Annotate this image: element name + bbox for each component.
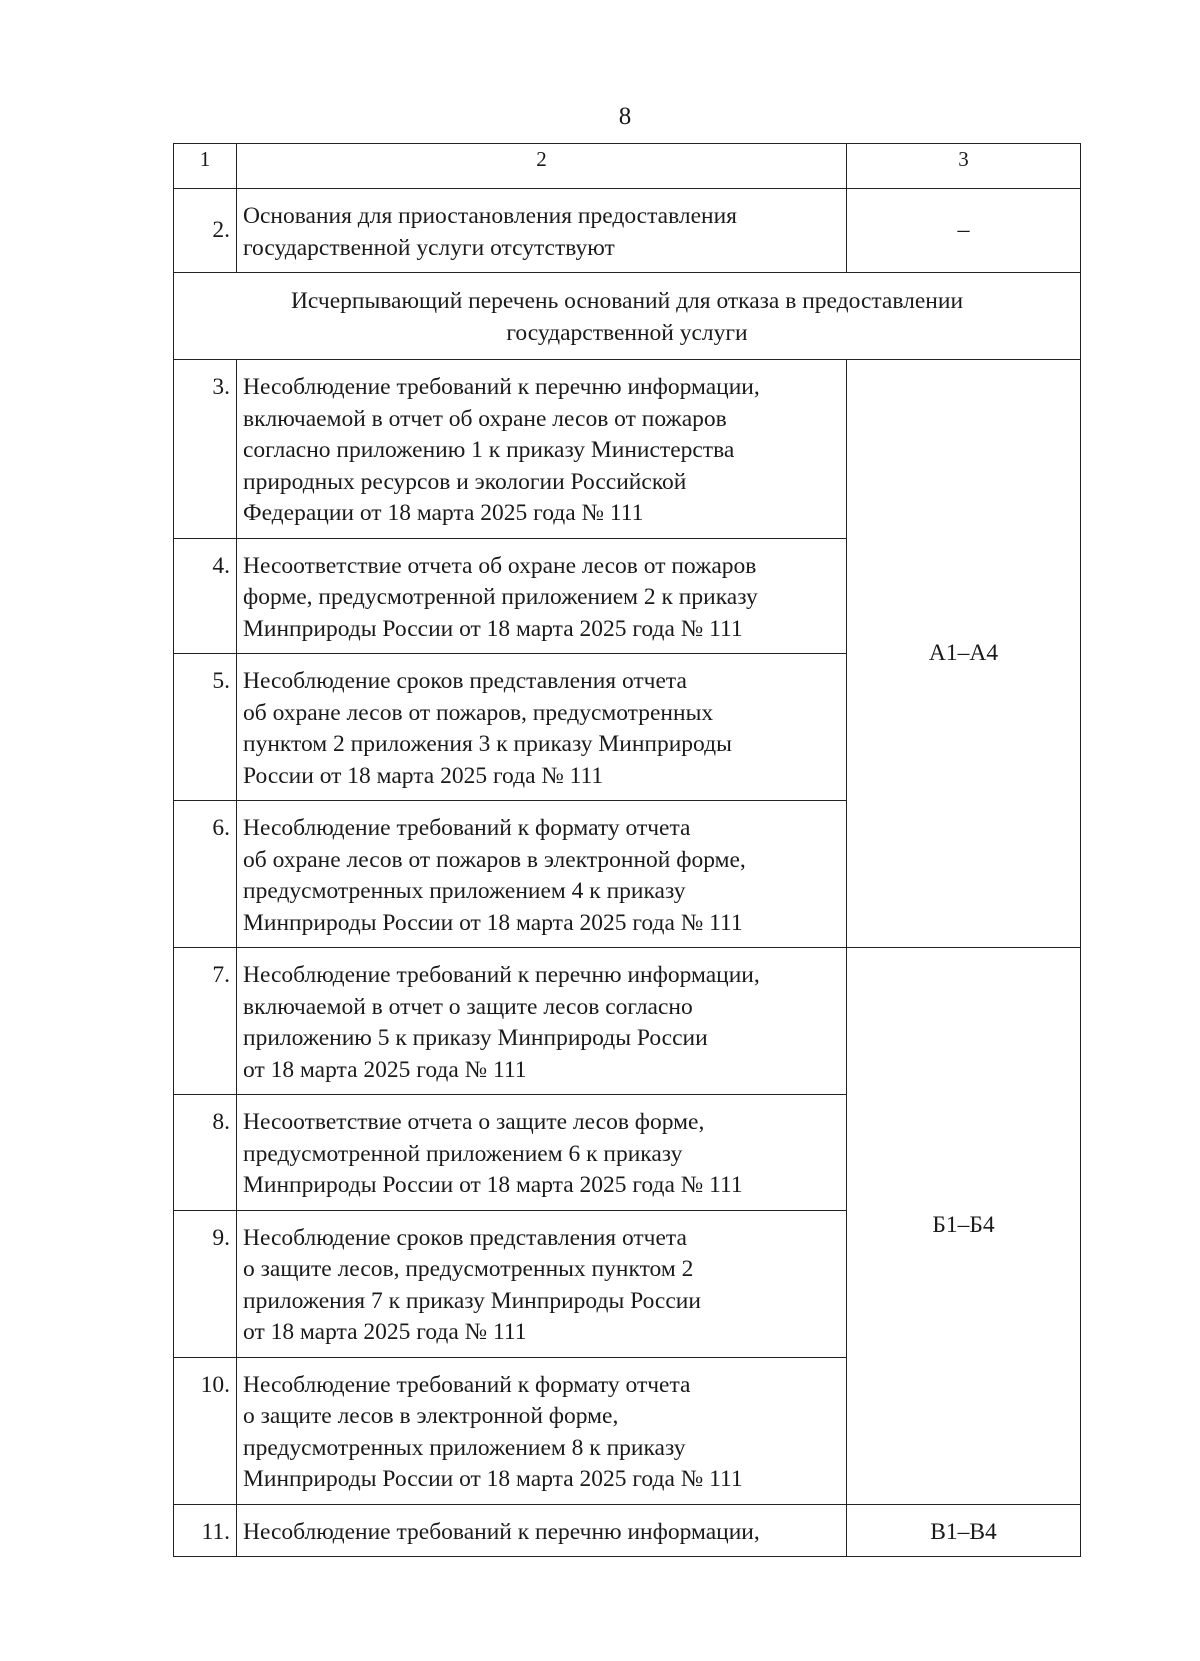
row-text-line: Минприроды России от 18 марта 2025 года № 111 xyxy=(243,909,743,936)
row-number: 4. xyxy=(174,538,237,654)
column-header-3: 3 xyxy=(847,144,1081,189)
row-number: 6. xyxy=(174,801,237,948)
row-text-line: о защите лесов, предусмотренных пунктом 2 xyxy=(243,1256,694,1282)
row-number: 7. xyxy=(174,948,237,1095)
section-heading-row xyxy=(174,273,1081,360)
row-text-line: Несоблюдение требований к перечню информации, xyxy=(243,374,760,400)
section-heading-line: государственной услуги xyxy=(506,319,748,346)
row-text xyxy=(237,801,847,948)
row-text-line: Основания для приостановления предоставления xyxy=(243,203,737,229)
row-number: 10. xyxy=(174,1357,237,1504)
row-text-line: Минприроды России от 18 марта 2025 года № 111 xyxy=(243,1466,743,1492)
row-text-line: включаемой в отчет об охране лесов от пожаров xyxy=(243,405,727,432)
row-number: 2. xyxy=(174,189,237,273)
row-number: 3. xyxy=(174,360,237,539)
row-text-line: от 18 марта 2025 года № 111 xyxy=(243,1319,527,1345)
row-number: 5. xyxy=(174,654,237,801)
row-text-line: Несоблюдение требований к формату отчета xyxy=(243,1371,691,1398)
row-text-line: предусмотренных приложением 4 к приказу xyxy=(243,878,686,904)
grounds-table xyxy=(173,143,1081,1557)
table-row xyxy=(174,189,1081,273)
row-text-line: Несоблюдение сроков представления отчета xyxy=(243,1224,687,1251)
table-header-row xyxy=(174,144,1081,189)
row-text-line: государственной услуги отсутствуют xyxy=(243,234,615,261)
row-text-line: Минприроды России от 18 марта 2025 года № 111 xyxy=(243,1172,743,1198)
row-text-line: согласно приложению 1 к приказу Министерства xyxy=(243,437,735,463)
group-code-a: А1–А4 xyxy=(847,360,1081,948)
row-text-line: от 18 марта 2025 года № 111 xyxy=(243,1056,527,1083)
row-text-line: Несоблюдение требований к перечню информации, xyxy=(243,1518,760,1545)
table-row xyxy=(174,948,1081,1095)
row-text xyxy=(237,360,847,539)
row-text xyxy=(237,1357,847,1504)
group-code-c: В1–В4 xyxy=(847,1504,1081,1557)
column-header-2: 2 xyxy=(237,144,847,189)
table-row xyxy=(174,1504,1081,1557)
row-text-line: об охране лесов от пожаров, предусмотренных xyxy=(243,699,714,726)
column-header-1: 1 xyxy=(174,144,237,189)
page-number: 8 xyxy=(618,103,632,130)
row-text-line: предусмотренных приложением 8 к приказу xyxy=(243,1434,686,1461)
row-text xyxy=(237,654,847,801)
row-text-line: Несоответствие отчета о защите лесов форме, xyxy=(243,1109,705,1135)
row-text xyxy=(237,189,847,273)
row-text-line: природных ресурсов и экологии Российской xyxy=(243,468,687,495)
row-text xyxy=(237,538,847,654)
row-text-line: включаемой в отчет о защите лесов согласно xyxy=(243,993,693,1020)
row-text-line: Несоблюдение сроков представления отчета xyxy=(243,668,687,694)
row-number: 9. xyxy=(174,1210,237,1357)
row-text-line: Несоблюдение требований к формату отчета xyxy=(243,815,691,841)
section-heading xyxy=(174,273,1081,360)
row-text-line: форме, предусмотренной приложением 2 к приказу xyxy=(243,584,758,610)
row-text-line: Минприроды России от 18 марта 2025 года № 111 xyxy=(243,615,743,642)
row-text xyxy=(237,1095,847,1211)
group-code-b: Б1–Б4 xyxy=(847,948,1081,1505)
row-text-line: приложению 5 к приказу Минприроды России xyxy=(243,1025,708,1051)
row-number: 8. xyxy=(174,1095,237,1211)
row-text-line: пунктом 2 приложения 3 к приказу Минприроды xyxy=(243,731,732,757)
row-text-line: об охране лесов от пожаров в электронной форме, xyxy=(243,846,746,873)
table-row xyxy=(174,360,1081,539)
row-text-line: приложения 7 к приказу Минприроды России xyxy=(243,1287,701,1314)
row-text-line: о защите лесов в электронной форме, xyxy=(243,1403,619,1429)
row-number: 11. xyxy=(174,1504,237,1557)
row-text-line: России от 18 марта 2025 года № 111 xyxy=(243,762,604,789)
row-text-line: Федерации от 18 марта 2025 года № 111 xyxy=(243,500,644,526)
row-text xyxy=(237,948,847,1095)
row-code: – xyxy=(847,189,1081,273)
section-heading-line: Исчерпывающий перечень оснований для отказа в предоставлении xyxy=(290,288,964,314)
row-text xyxy=(237,1504,847,1557)
row-text xyxy=(237,1210,847,1357)
row-text-line: Несоответствие отчета об охране лесов от пожаров xyxy=(243,552,757,579)
row-text-line: предусмотренной приложением 6 к приказу xyxy=(243,1140,683,1167)
row-text-line: Несоблюдение требований к перечню информации, xyxy=(243,962,760,988)
